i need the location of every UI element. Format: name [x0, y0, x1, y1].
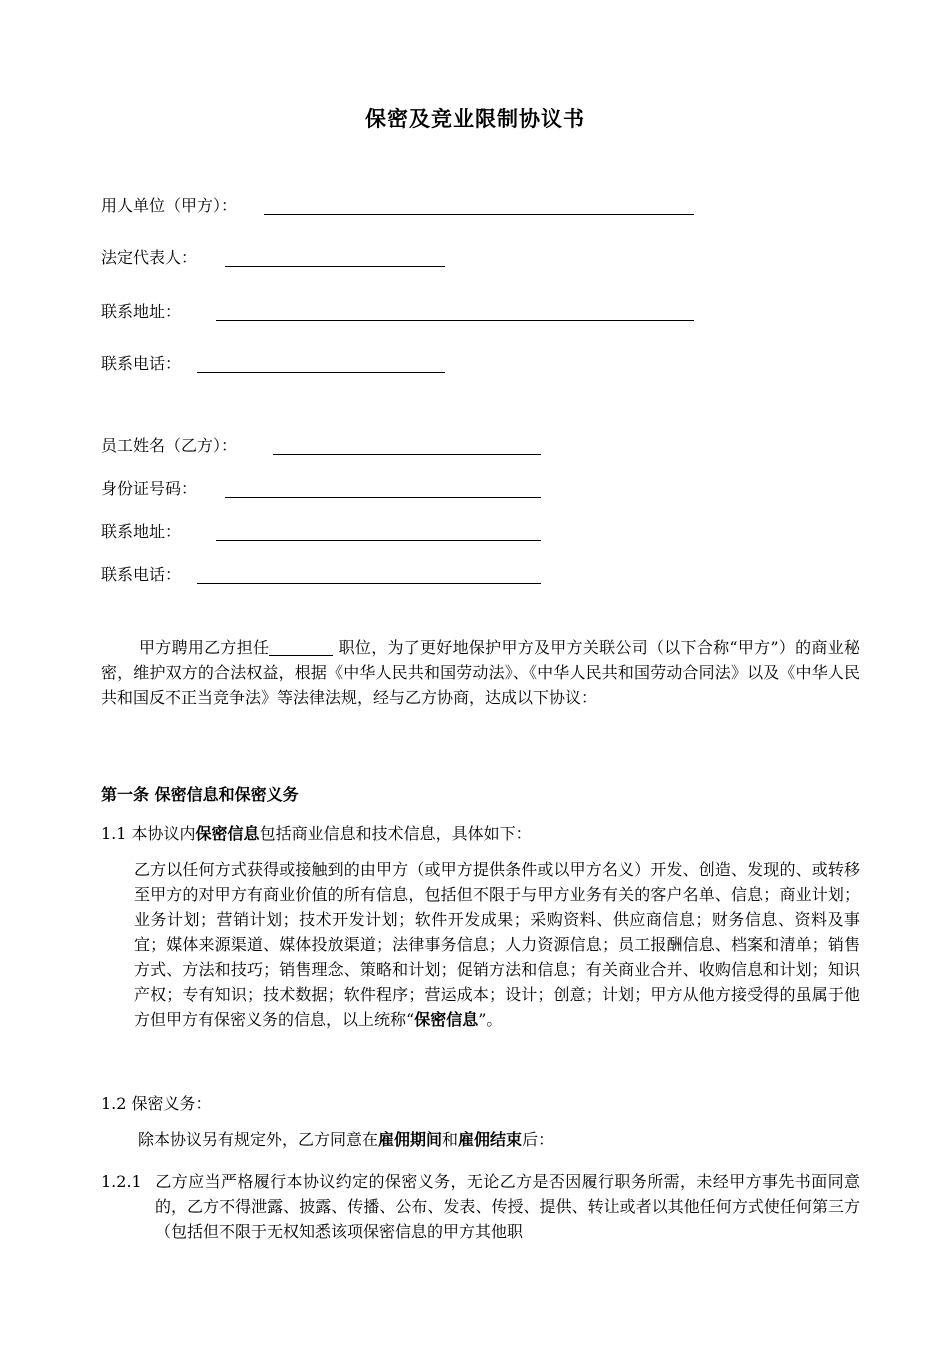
section-1-2-and: 和: [442, 1130, 459, 1149]
section-1-1-body-end: ”。: [478, 1010, 503, 1029]
employee-phone-label: 联系电话：: [101, 565, 182, 584]
employee-address-blank[interactable]: [216, 540, 541, 541]
legal-rep-field[interactable]: [101, 245, 701, 269]
employee-name-field[interactable]: [101, 433, 701, 457]
section-1-2-1: [101, 1169, 860, 1244]
employer-phone-field[interactable]: [101, 351, 701, 375]
employee-address-field[interactable]: [101, 519, 701, 543]
employment-end-term: 雇佣结束: [458, 1130, 523, 1149]
employer-address-label: 联系地址：: [101, 302, 182, 321]
employee-address-label: 联系地址：: [101, 522, 182, 541]
intro-paragraph: [101, 635, 860, 710]
section-1-2-suffix: 后：: [522, 1130, 555, 1149]
employee-name-blank[interactable]: [273, 454, 541, 455]
employee-id-field[interactable]: [101, 476, 701, 500]
section-1-1-prefix: 1.1 本协议内: [101, 824, 196, 843]
section-1-1-body-text: 乙方以任何方式获得或接触到的由甲方（或甲方提供条件或以甲方名义）开发、创造、发现的、或转移至甲方的对甲方有商业价值的所有信息，包括但不限于与甲方业务有关的客户名单、信息；商业计划；业务计划；营销计划；技术开发计划；软件开发成果；采购资料、供应商信息；财务信息、资料及事宜；媒体来源渠道、媒体投放渠道；法律事务信息；人力资源信息；员工报酬信息、档案和清单；销售方式、方法和技巧；销售理念、策略和计划；促销方法和信息；有关商业合并、收购信息和计划；知识产权；专有知识；技术数据；软件程序；营运成本；设计；创意；计划；甲方从他方接受得的虽属于他方但甲方有保密义务的信息，以上统称“: [134, 860, 860, 1029]
article-1-heading: 第一条 保密信息和保密义务: [101, 785, 299, 804]
employer-unit-field[interactable]: [101, 193, 701, 217]
employer-address-blank[interactable]: [216, 320, 694, 321]
employee-phone-blank[interactable]: [197, 583, 541, 584]
employer-unit-blank[interactable]: [264, 214, 694, 215]
employee-phone-field[interactable]: [101, 562, 701, 586]
employee-name-label: 员工姓名（乙方）：: [101, 436, 238, 455]
employee-id-blank[interactable]: [225, 497, 541, 498]
section-1-2-prefix: 除本协议另有规定外，乙方同意在: [138, 1130, 379, 1149]
section-1-1-body-bold-term: 保密信息: [414, 1010, 479, 1029]
position-blank[interactable]: [269, 637, 333, 656]
legal-rep-label: 法定代表人：: [101, 248, 198, 267]
section-1-1-suffix: 包括商业信息和技术信息，具体如下：: [259, 824, 532, 843]
section-1-2-1-number: 1.2.1: [101, 1172, 142, 1191]
employee-id-label: 身份证号码：: [101, 479, 198, 498]
employer-unit-label: 用人单位（甲方）：: [101, 196, 238, 215]
legal-rep-blank[interactable]: [225, 266, 445, 267]
employer-address-field[interactable]: [101, 299, 701, 323]
employer-phone-label: 联系电话：: [101, 354, 182, 373]
section-1-2-1-text: 乙方应当严格履行本协议约定的保密义务，无论乙方是否因履行职务所需，未经甲方事先书面同意的，乙方不得泄露、披露、传播、公布、发表、传授、提供、转让或者以其他任何方式使任何第三方（包括但不限于无权知悉该项保密信息的甲方其他职: [155, 1172, 860, 1241]
section-1-2-intro: [138, 1127, 860, 1152]
section-1-1: [101, 821, 860, 846]
intro-text-1: 甲方聘用乙方担任: [139, 638, 270, 657]
employer-phone-blank[interactable]: [197, 372, 445, 373]
section-1-1-bold-term: 保密信息: [195, 824, 260, 843]
employment-period-term: 雇佣期间: [378, 1130, 443, 1149]
section-1-1-body: [134, 857, 860, 1032]
document-title: 保密及竞业限制协议书: [365, 106, 585, 131]
intro-text-2: 职位，为了更好地保护甲方及甲方关联公司（以下合称“甲方”）的商业秘密，维护双方的合法权益，根据《中华人民共和国劳动法》、《中华人民共和国劳动合同法》以及《中华人民共和国反不正当竞争法》等法律法规，经与乙方协商，达成以下协议：: [101, 638, 860, 707]
section-1-2: 1.2 保密义务：: [101, 1094, 212, 1113]
